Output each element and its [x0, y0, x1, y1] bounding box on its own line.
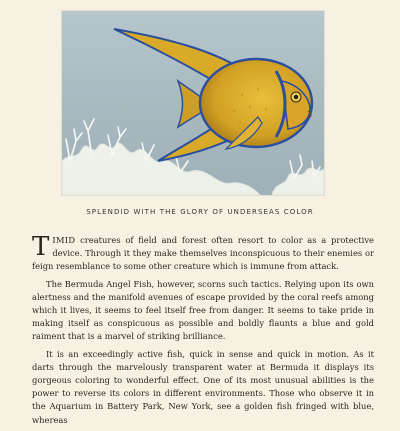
first-word-rest: IMID — [52, 235, 76, 245]
drop-cap: T — [32, 232, 50, 262]
illustration-caption: SPLENDID WITH THE GLORY OF UNDERSEAS COLOR — [86, 208, 314, 216]
angel-fish-illustration — [62, 11, 324, 195]
paragraph-3: It is an exceedingly active fish, quick in sense and quick in motion. As it darts through the marvelously transparent water at Bermuda it displays its gorgeous coloring to wonderful effect. One of its most unusual abilities is the power to reverse its colors in different environments. Those who observe it in the Aquarium in Battery Park, New York, see a golden fish fringed with blue, whereas — [32, 348, 374, 425]
paragraph-1 — [32, 234, 374, 274]
article-body — [32, 234, 374, 431]
paragraph-1-text: creatures of field and forest often resort to color as a protective device. Through it they make themselves inconspicuous to their enemies or feign resemblance to some other creature which is immune from attack. — [32, 235, 374, 272]
paragraph-2: The Bermuda Angel Fish, however, scorns such tactics. Relying upon its own alertness and the manifold avenues of escape provided by the coral reefs among which it lives, it seems to feel itself free from danger. It seems to take pride in making itself as conspicuous as possible and boldly flaunts a blue and gold raiment that is a marvel of striking brilliance. — [32, 278, 374, 342]
